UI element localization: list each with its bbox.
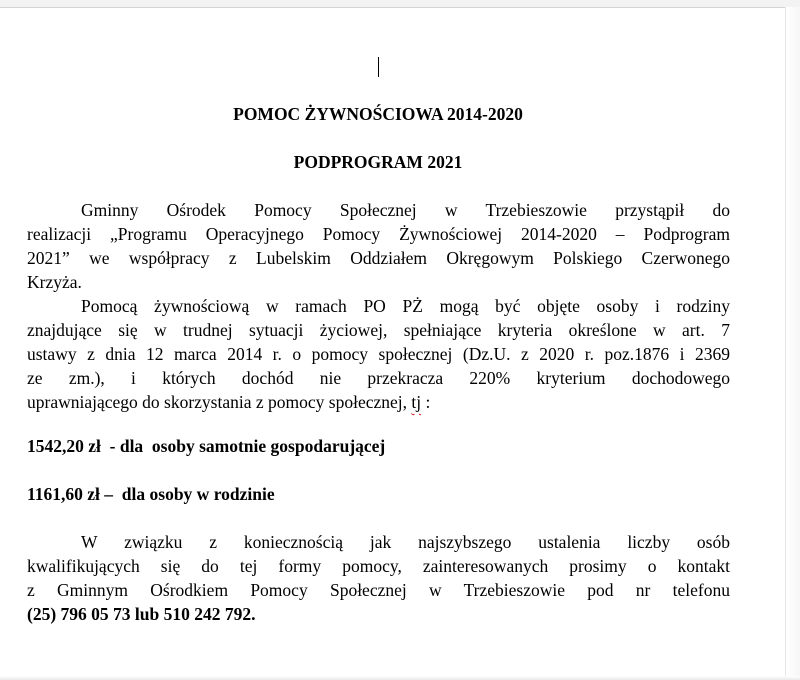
ribbon-edge — [0, 0, 800, 8]
paragraph-line: znajdujące się w trudnej sytuacji życiowej, spełniające kryteria określone w art. 7 — [27, 320, 730, 340]
paragraph-line: ustawy z dnia 12 marca 2014 r. o pomocy społecznej (Dz.U. z 2020 r. poz.1876 i 2369 — [27, 344, 730, 364]
paragraph-line: z Gminnym Ośrodkiem Pomocy Społecznej w Trzebieszowie pod nr telefonu — [27, 580, 730, 600]
amount-single-person: 1542,20 zł - dla osoby samotnie gospodarującej — [27, 436, 386, 456]
paragraph-intro — [27, 198, 730, 294]
page-bottom-edge — [0, 676, 800, 680]
paragraph-line: kwalifikujących się do tej formy pomocy, zainteresowanych prosimy o kontakt — [27, 556, 730, 576]
line-text: uprawniającego do skorzystania z pomocy społecznej, — [27, 392, 412, 412]
paragraph-line: Krzyża. — [27, 272, 82, 292]
amount-family-member: 1161,60 zł – dla osoby w rodzinie — [27, 484, 275, 504]
paragraph-line: Pomocą żywnościową w ramach PO PŻ mogą być objęte osoby i rodziny — [81, 296, 730, 316]
paragraph-eligibility — [27, 294, 730, 414]
paragraph-line: W związku z koniecznością jak najszybszego ustalenia liczby osób — [81, 532, 730, 552]
paragraph-line: realizacji „Programu Operacyjnego Pomocy Żywnościowej 2014-2020 – Podprogram — [27, 224, 730, 244]
vertical-scrollbar-edge[interactable] — [785, 7, 800, 680]
line-text: : — [421, 392, 431, 412]
paragraph-line: ze zm.), i których dochód nie przekracza 220% kryterium dochodowego — [27, 368, 730, 388]
paragraph-line: 2021” we współpracy z Lubelskim Oddziałem Okręgowym Polskiego Czerwonego — [27, 248, 730, 268]
spelling-error-word[interactable]: tj — [411, 392, 422, 412]
paragraph-line: Gminny Ośrodek Pomocy Społecznej w Trzebieszowie przystąpił do — [81, 200, 730, 220]
paragraph-line — [27, 390, 730, 414]
phone-numbers: (25) 796 05 73 lub 510 242 792. — [27, 604, 256, 624]
paragraph-contact — [27, 530, 730, 626]
document-subtitle: PODPROGRAM 2021 — [293, 152, 463, 172]
text-cursor — [378, 57, 379, 77]
document-title: POMOC ŻYWNOŚCIOWA 2014-2020 — [233, 104, 523, 124]
